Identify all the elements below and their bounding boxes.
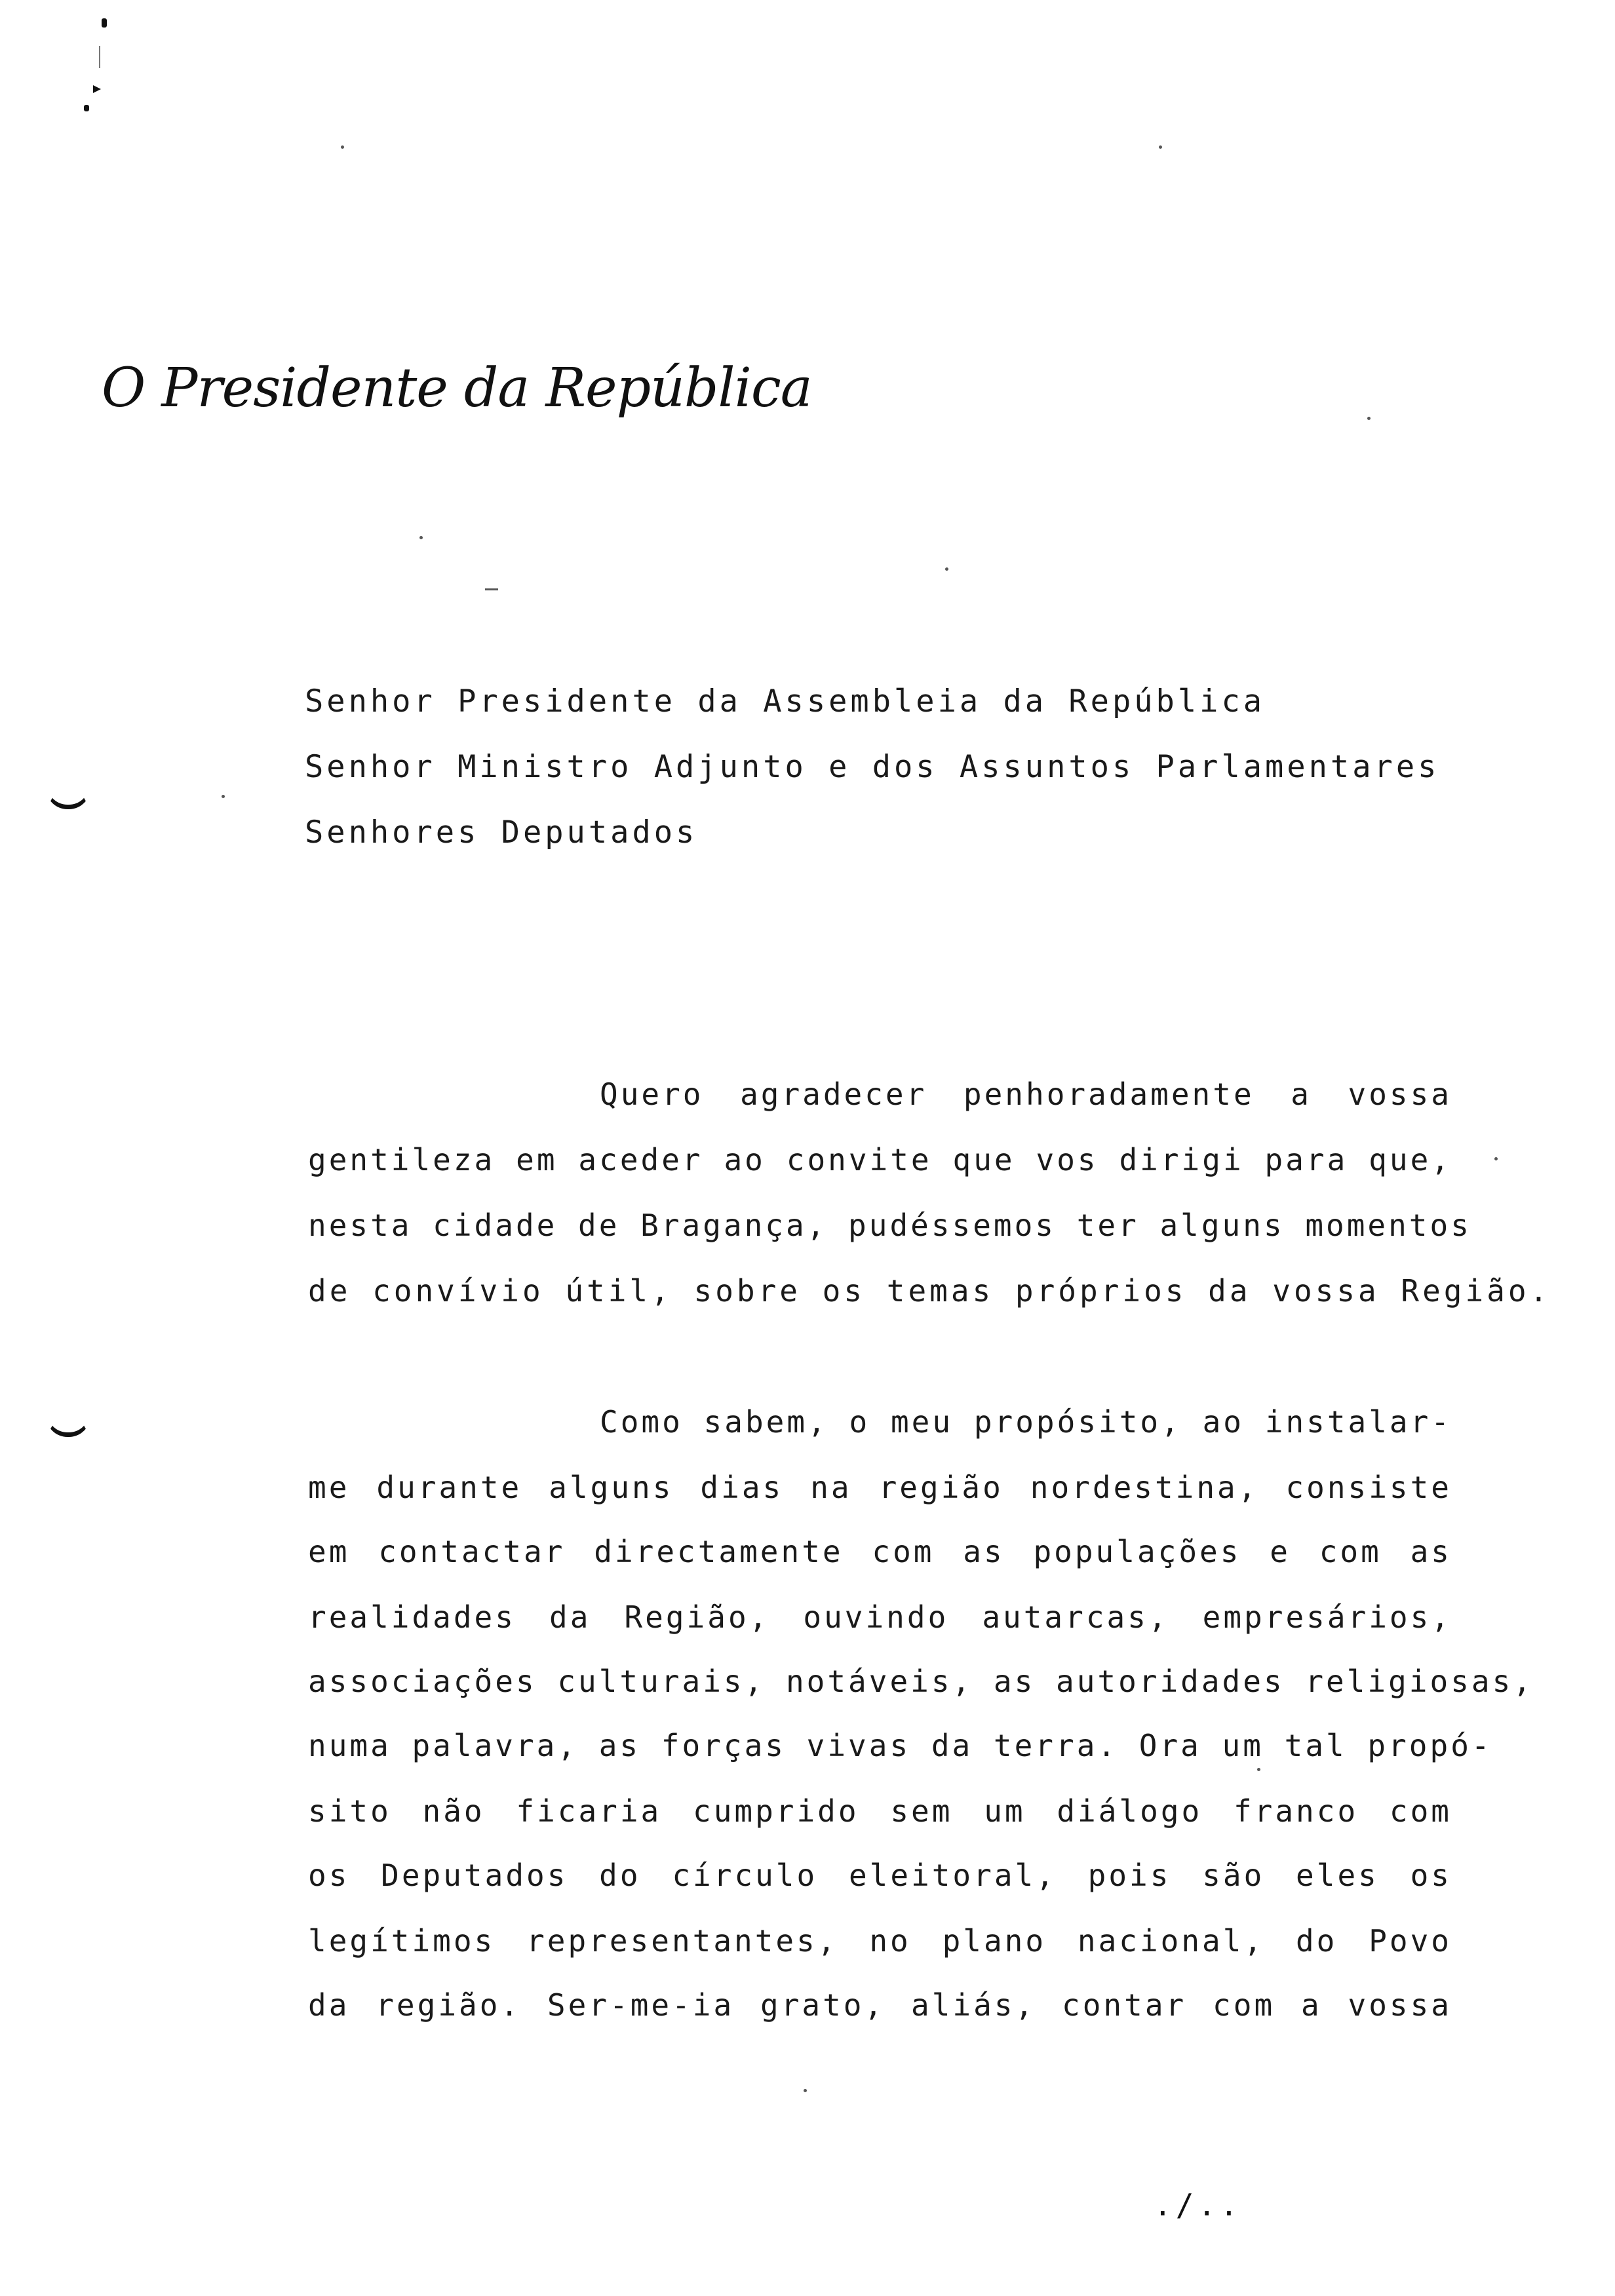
scan-speck (222, 795, 225, 798)
paragraph-line: legítimos representantes, no plano nacional, do Povo (308, 1923, 1452, 1959)
paragraph-line: nesta cidade de Bragança, pudéssemos ter alguns momentos (308, 1208, 1471, 1243)
paragraph-line: os Deputados do círculo eleitoral, pois são eles os (308, 1858, 1452, 1893)
paragraph-line: da região. Ser-me-ia grato, aliás, contar com a vossa (308, 1987, 1452, 2023)
paragraph-line: numa palavra, as forças vivas da terra. Ora um tal propó- (308, 1728, 1492, 1763)
page-continuation-mark: ./.. (1154, 2187, 1242, 2223)
paragraph-line: me durante alguns dias na região nordestina, consiste (308, 1470, 1452, 1505)
punch-hole-mark (46, 788, 90, 809)
scan-speck (945, 567, 948, 571)
paragraph-line: Como sabem, o meu propósito, ao instalar- (600, 1404, 1452, 1440)
paragraph-line: Quero agradecer penhoradamente a vossa (600, 1077, 1452, 1112)
paragraph-line: associações culturais, notáveis, as autoridades religiosas, (308, 1664, 1534, 1699)
letterhead-title: O Presidente da República (102, 357, 812, 419)
salutation-line: Senhor Presidente da Assembleia da República (305, 683, 1266, 719)
scan-speck (1494, 1157, 1498, 1160)
paragraph-line: em contactar directamente com as populações e com as (308, 1534, 1452, 1569)
scan-speck (1257, 1768, 1260, 1771)
scan-mark (102, 18, 107, 28)
scan-speck (419, 536, 423, 539)
scan-speck (804, 2089, 807, 2092)
salutation-line: Senhor Ministro Adjunto e dos Assuntos Parlamentares (305, 749, 1440, 785)
paragraph-line: de convívio útil, sobre os temas próprios da vossa Região. (308, 1273, 1551, 1309)
salutation-line: Senhores Deputados (305, 814, 698, 851)
scan-speck (1367, 417, 1371, 420)
scan-mark (84, 105, 89, 111)
scan-speck (485, 588, 498, 590)
scan-speck (1159, 145, 1162, 149)
punch-hole-mark (46, 1415, 90, 1437)
paragraph-line: realidades da Região, ouvindo autarcas, empresários, (308, 1599, 1452, 1635)
paragraph-line: gentileza em aceder ao convite que vos dirigi para que, (308, 1142, 1452, 1177)
scan-speck (341, 145, 344, 149)
scan-mark (99, 46, 100, 68)
scan-mark (93, 85, 101, 93)
paragraph-line: sito não ficaria cumprido sem um diálogo franco com (308, 1793, 1452, 1829)
